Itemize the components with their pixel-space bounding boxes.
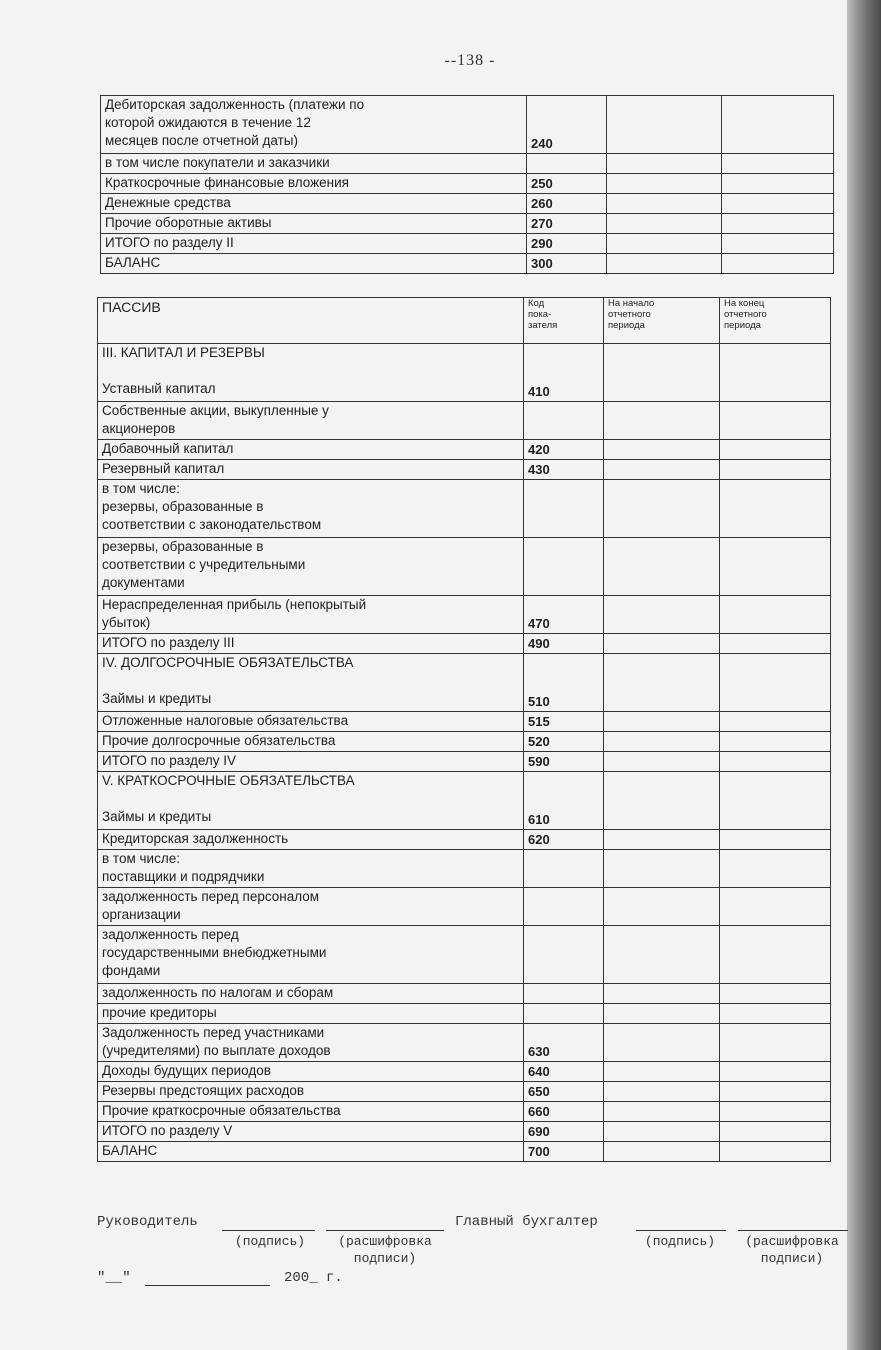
row-label: IV. ДОЛГОСРОЧНЫЕ ОБЯЗАТЕЛЬСТВА Займы и кредиты <box>98 654 524 712</box>
start-period-cell[interactable] <box>607 214 722 234</box>
row-code: 270 <box>527 214 607 234</box>
end-period-cell[interactable] <box>720 752 831 772</box>
row-code: 430 <box>524 460 604 480</box>
end-period-cell[interactable] <box>722 194 834 214</box>
row-label: Прочие долгосрочные обязательства <box>98 732 524 752</box>
date-month-line[interactable] <box>145 1285 270 1286</box>
row-code: 250 <box>527 174 607 194</box>
table-row <box>101 96 834 154</box>
row-label: в том числе: поставщики и подрядчики <box>98 850 524 888</box>
end-period-cell[interactable] <box>720 850 831 888</box>
end-period-cell[interactable] <box>720 1024 831 1062</box>
chief-signature-line[interactable] <box>636 1230 726 1231</box>
start-period-cell[interactable] <box>604 732 720 752</box>
end-period-cell[interactable] <box>720 1102 831 1122</box>
row-code: 520 <box>524 732 604 752</box>
liabilities-title: ПАССИВ <box>98 298 524 344</box>
liabilities-table <box>97 297 831 1162</box>
chief-sig-caption: (подпись) <box>644 1234 716 1249</box>
row-code <box>524 850 604 888</box>
row-code <box>524 984 604 1004</box>
start-period-cell[interactable] <box>607 194 722 214</box>
start-period-cell[interactable] <box>604 830 720 850</box>
row-label: ИТОГО по разделу III <box>98 634 524 654</box>
start-period-cell[interactable] <box>604 1102 720 1122</box>
chief-accountant-label: Главный бухгалтер <box>455 1214 598 1230</box>
row-label: Резервный капитал <box>98 460 524 480</box>
start-period-cell[interactable] <box>604 1062 720 1082</box>
row-label: задолженность перед персоналом организации <box>98 888 524 926</box>
end-period-cell[interactable] <box>720 712 831 732</box>
table-row <box>101 154 834 174</box>
start-period-cell[interactable] <box>604 344 720 402</box>
end-period-cell[interactable] <box>722 96 834 154</box>
end-period-cell[interactable] <box>722 254 834 274</box>
row-code <box>524 1004 604 1024</box>
chief-decode-caption: (расшифровка подписи) <box>745 1234 839 1266</box>
end-period-cell[interactable] <box>720 1004 831 1024</box>
start-period-cell[interactable] <box>604 772 720 830</box>
table-row <box>101 234 834 254</box>
row-label: Краткосрочные финансовые вложения <box>101 174 527 194</box>
end-period-cell[interactable] <box>720 460 831 480</box>
start-period-cell[interactable] <box>604 1082 720 1102</box>
row-label: ИТОГО по разделу IV <box>98 752 524 772</box>
table-row <box>98 654 831 712</box>
start-period-cell[interactable] <box>604 634 720 654</box>
end-period-cell[interactable] <box>720 1142 831 1162</box>
table-row <box>98 732 831 752</box>
row-code: 590 <box>524 752 604 772</box>
row-label: Денежные средства <box>101 194 527 214</box>
table-row <box>98 440 831 460</box>
head-decode-caption: (расшифровка подписи) <box>338 1234 432 1266</box>
assets-continuation-table <box>100 95 834 274</box>
start-period-cell[interactable] <box>604 1142 720 1162</box>
row-code: 260 <box>527 194 607 214</box>
end-period-cell[interactable] <box>720 402 831 440</box>
start-period-cell[interactable] <box>604 460 720 480</box>
row-code: 515 <box>524 712 604 732</box>
start-period-cell[interactable] <box>604 1024 720 1062</box>
table-row <box>98 712 831 732</box>
end-period-cell[interactable] <box>720 1122 831 1142</box>
row-code: 420 <box>524 440 604 460</box>
row-code: 290 <box>527 234 607 254</box>
table-row <box>98 480 831 538</box>
row-code: 510 <box>524 654 604 712</box>
end-period-cell[interactable] <box>722 154 834 174</box>
row-code <box>524 402 604 440</box>
end-period-cell[interactable] <box>720 732 831 752</box>
end-period-cell[interactable] <box>720 1082 831 1102</box>
start-period-cell[interactable] <box>607 234 722 254</box>
row-code: 690 <box>524 1122 604 1142</box>
row-label: Кредиторская задолженность <box>98 830 524 850</box>
start-period-cell[interactable] <box>604 538 720 596</box>
row-code: 650 <box>524 1082 604 1102</box>
end-period-cell[interactable] <box>720 596 831 634</box>
start-period-cell[interactable] <box>607 96 722 154</box>
row-label: Резервы предстоящих расходов <box>98 1082 524 1102</box>
row-code: 640 <box>524 1062 604 1082</box>
row-label: Собственные акции, выкупленные у акционеров <box>98 402 524 440</box>
start-period-cell[interactable] <box>604 596 720 634</box>
row-label: Дебиторская задолженность (платежи по которой ожидаются в течение 12 месяцев после отчетной даты) <box>101 96 527 154</box>
table-row <box>98 460 831 480</box>
end-period-cell[interactable] <box>720 538 831 596</box>
end-period-cell[interactable] <box>720 1062 831 1082</box>
end-period-cell[interactable] <box>720 888 831 926</box>
end-period-cell[interactable] <box>720 830 831 850</box>
table-row <box>98 1082 831 1102</box>
start-period-cell[interactable] <box>604 926 720 984</box>
row-label: задолженность перед государственными внебюджетными фондами <box>98 926 524 984</box>
start-period-cell[interactable] <box>604 1122 720 1142</box>
row-label: ИТОГО по разделу V <box>98 1122 524 1142</box>
row-label: III. КАПИТАЛ И РЕЗЕРВЫ Уставный капитал <box>98 344 524 402</box>
end-period-cell[interactable] <box>720 772 831 830</box>
table-row <box>101 214 834 234</box>
start-period-cell[interactable] <box>604 440 720 460</box>
row-label: Прочие краткосрочные обязательства <box>98 1102 524 1122</box>
end-period-cell[interactable] <box>720 480 831 538</box>
end-period-cell[interactable] <box>720 634 831 654</box>
row-code <box>527 154 607 174</box>
start-period-header: На начало отчетного периода <box>604 298 720 344</box>
row-code: 240 <box>527 96 607 154</box>
table-row <box>98 402 831 440</box>
table-row <box>98 1122 831 1142</box>
row-code: 490 <box>524 634 604 654</box>
row-label: Нераспределенная прибыль (непокрытый убыток) <box>98 596 524 634</box>
table-row <box>98 538 831 596</box>
table-row <box>98 1142 831 1162</box>
end-period-cell[interactable] <box>722 174 834 194</box>
table-row <box>98 1062 831 1082</box>
row-label: резервы, образованные в соответствии с учредительными документами <box>98 538 524 596</box>
scan-edge <box>847 0 881 1350</box>
end-period-cell[interactable] <box>722 234 834 254</box>
end-period-cell[interactable] <box>720 440 831 460</box>
row-label: БАЛАНС <box>98 1142 524 1162</box>
table-row <box>98 1004 831 1024</box>
row-label: Доходы будущих периодов <box>98 1062 524 1082</box>
row-code <box>524 480 604 538</box>
table-row <box>98 596 831 634</box>
start-period-cell[interactable] <box>604 984 720 1004</box>
row-code: 610 <box>524 772 604 830</box>
start-period-cell[interactable] <box>604 712 720 732</box>
table-row <box>98 888 831 926</box>
table-row <box>101 194 834 214</box>
row-label: в том числе: резервы, образованные в соответствии с законодательством <box>98 480 524 538</box>
row-label: Добавочный капитал <box>98 440 524 460</box>
start-period-cell[interactable] <box>607 174 722 194</box>
table-row <box>98 926 831 984</box>
start-period-cell[interactable] <box>604 480 720 538</box>
table-row <box>101 174 834 194</box>
table-row <box>98 1024 831 1062</box>
table-row <box>98 1102 831 1122</box>
table-row <box>98 984 831 1004</box>
row-label: в том числе покупатели и заказчики <box>101 154 527 174</box>
row-code: 660 <box>524 1102 604 1122</box>
date-year: 200_ г. <box>284 1270 343 1286</box>
start-period-cell[interactable] <box>604 1004 720 1024</box>
start-period-cell[interactable] <box>604 402 720 440</box>
chief-decode-line[interactable] <box>738 1230 848 1231</box>
row-label: прочие кредиторы <box>98 1004 524 1024</box>
head-signature-line[interactable] <box>222 1230 315 1231</box>
table-row <box>98 772 831 830</box>
row-label: V. КРАТКОСРОЧНЫЕ ОБЯЗАТЕЛЬСТВА Займы и кредиты <box>98 772 524 830</box>
table-header-row <box>98 298 831 344</box>
start-period-cell[interactable] <box>604 850 720 888</box>
row-label: Задолженность перед участниками (учредителями) по выплате доходов <box>98 1024 524 1062</box>
end-period-cell[interactable] <box>722 214 834 234</box>
row-code: 620 <box>524 830 604 850</box>
head-decode-line[interactable] <box>326 1230 444 1231</box>
start-period-cell[interactable] <box>604 752 720 772</box>
head-sig-caption: (подпись) <box>234 1234 306 1249</box>
row-code: 630 <box>524 1024 604 1062</box>
code-column-header: Код пока- зателя <box>524 298 604 344</box>
row-label: ИТОГО по разделу II <box>101 234 527 254</box>
date-day-quote: "__" <box>97 1270 131 1286</box>
start-period-cell[interactable] <box>607 154 722 174</box>
end-period-cell[interactable] <box>720 654 831 712</box>
table-row <box>98 634 831 654</box>
end-period-cell[interactable] <box>720 984 831 1004</box>
table-row <box>98 850 831 888</box>
table-row <box>98 752 831 772</box>
end-period-cell[interactable] <box>720 926 831 984</box>
row-code: 700 <box>524 1142 604 1162</box>
row-label: задолженность по налогам и сборам <box>98 984 524 1004</box>
head-label: Руководитель <box>97 1214 198 1230</box>
row-code: 300 <box>527 254 607 274</box>
row-label: Прочие оборотные активы <box>101 214 527 234</box>
row-label: БАЛАНС <box>101 254 527 274</box>
row-code: 470 <box>524 596 604 634</box>
table-row <box>98 830 831 850</box>
row-code <box>524 926 604 984</box>
start-period-cell[interactable] <box>604 654 720 712</box>
row-code: 410 <box>524 344 604 402</box>
table-row <box>98 344 831 402</box>
start-period-cell[interactable] <box>607 254 722 274</box>
row-code <box>524 538 604 596</box>
end-period-cell[interactable] <box>720 344 831 402</box>
page-number: --138 - <box>444 52 496 69</box>
row-label: Отложенные налоговые обязательства <box>98 712 524 732</box>
end-period-header: На конец отчетного периода <box>720 298 831 344</box>
table-row <box>101 254 834 274</box>
row-code <box>524 888 604 926</box>
start-period-cell[interactable] <box>604 888 720 926</box>
